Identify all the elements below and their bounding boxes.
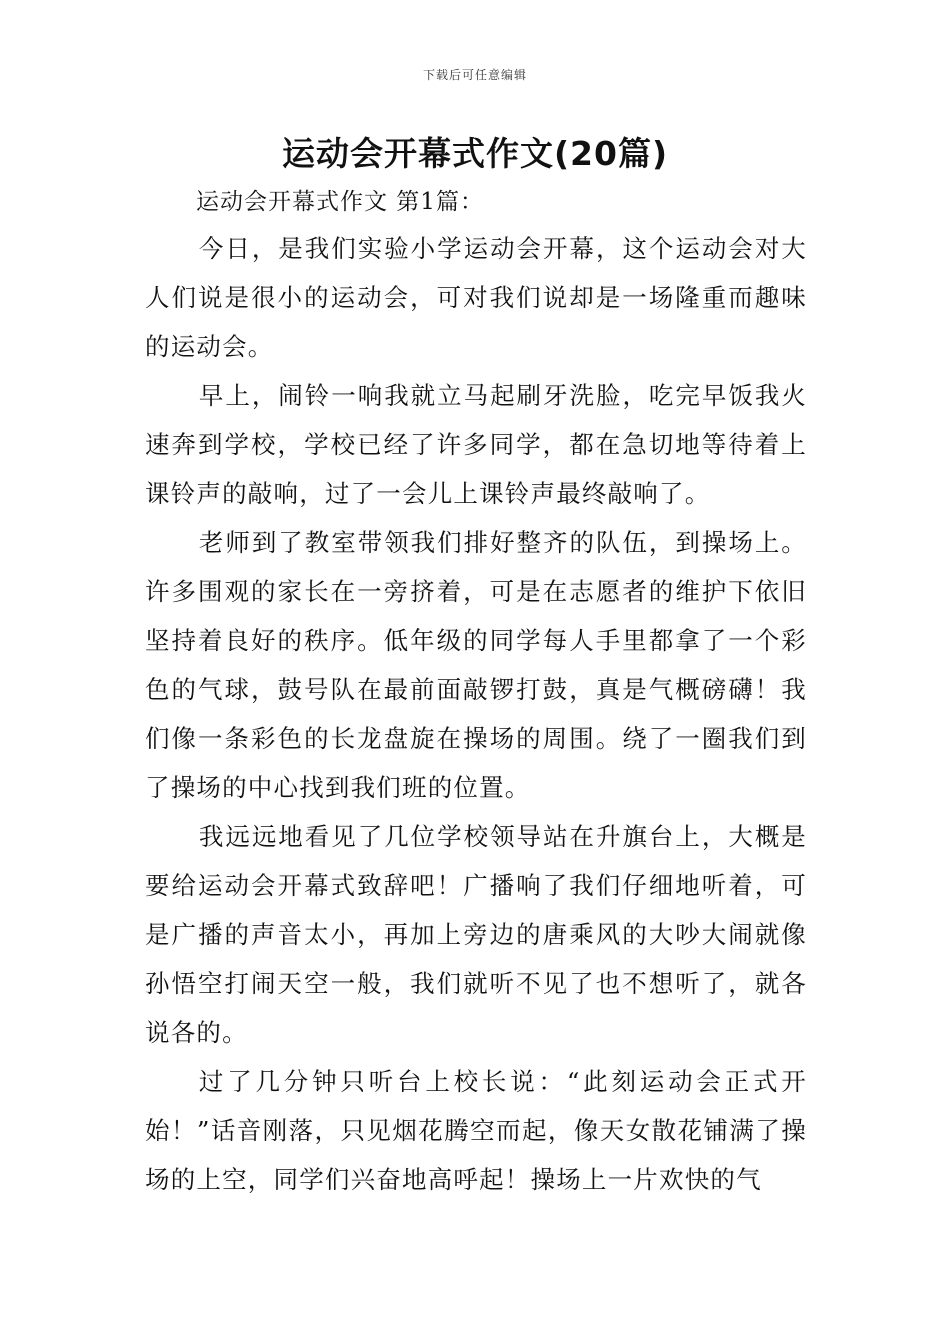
paragraph-2: 早上，闹铃一响我就立马起刷牙洗脸，吃完早饭我火速奔到学校，学校已经了许多同学，都在急切地等待着上课铃声的敲响，过了一会儿上课铃声最终敲响了。: [145, 381, 807, 508]
paragraph-3: 老师到了教室带领我们排好整齐的队伍，到操场上。许多围观的家长在一旁挤着，可是在志愿者的维护下依旧坚持着良好的秩序。低年级的同学每人手里都拿了一个彩色的气球，鼓号队在最前面敲锣打鼓，真是气概磅礴！我们像一条彩色的长龙盘旋在操场的周围。绕了一圈我们到了操场的中心找到我们班的位置。: [145, 528, 807, 802]
article-subheading: 运动会开幕式作文 第1篇：: [196, 189, 484, 215]
paragraph-1: 今日，是我们实验小学运动会开幕，这个运动会对大人们说是很小的运动会，可对我们说却是一场隆重而趣味的运动会。: [145, 234, 807, 361]
paragraph-4: 我远远地看见了几位学校领导站在升旗台上，大概是要给运动会开幕式致辞吧！广播响了我们仔细地听着，可是广播的声音太小，再加上旁边的唐乘风的大吵大闹就像孙悟空打闹天空一般，我们就听不见了也不想听了，就各说各的。: [145, 822, 807, 1047]
header-note: 下载后可任意编辑: [422, 68, 527, 82]
paragraph-5: 过了几分钟只听台上校长说：“此刻运动会正式开始！”话音刚落，只见烟花腾空而起，像天女散花铺满了操场的上空，同学们兴奋地高呼起！操场上一片欢快的气: [145, 1067, 807, 1194]
document-title: 运动会开幕式作文(20篇): [281, 134, 669, 173]
article-body: [145, 224, 807, 1204]
